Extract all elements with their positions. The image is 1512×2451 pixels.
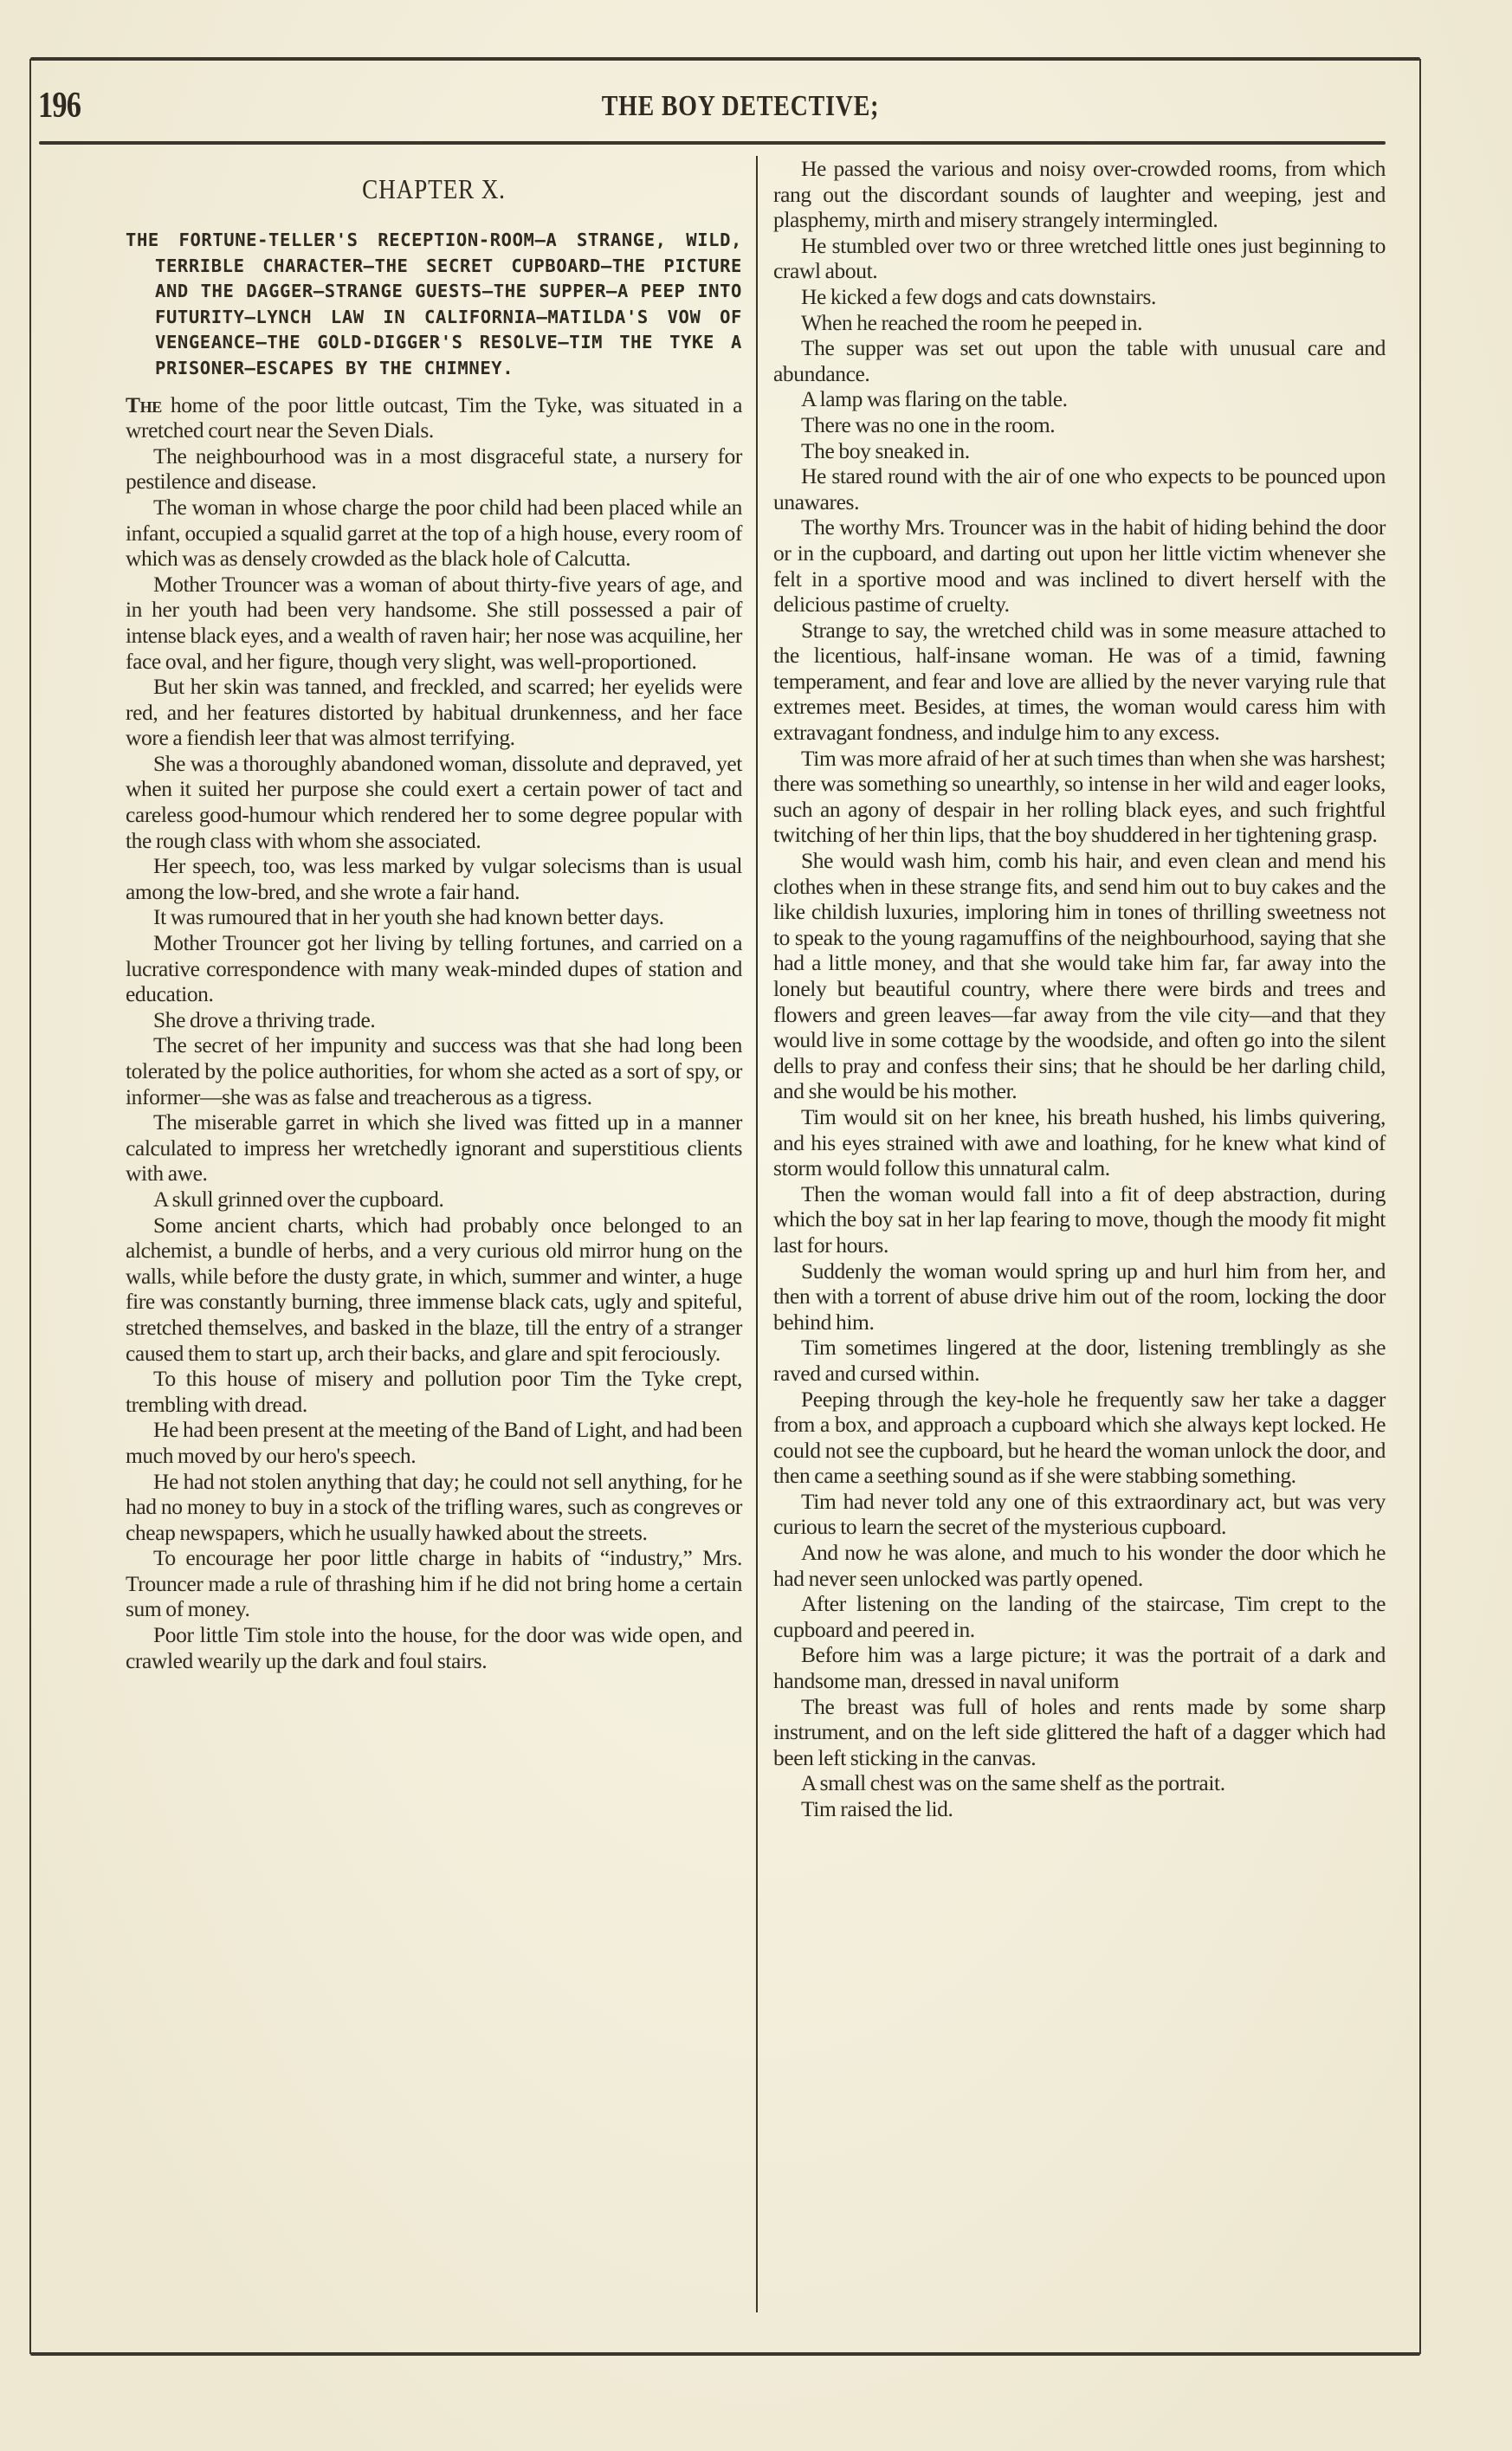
paragraph: Mother Trouncer was a woman of about thirty-five years of age, and in her youth had been very handsome. She still possessed a pair of intense black eyes, and a wealth of raven hair; her nose was acquiline, her face oval, and her figure, though very slight, was well-proportioned. — [126, 571, 742, 674]
paragraph: To this house of misery and pollution poor Tim the Tyke crept, trembling with dread. — [126, 1366, 742, 1417]
header-rule — [39, 141, 1386, 145]
paragraph: He had been present at the meeting of the Band of Light, and had been much moved by our hero's speech. — [126, 1417, 742, 1468]
paragraph: Tim raised the lid. — [801, 1796, 953, 1821]
paragraph: But her skin was tanned, and freckled, and scarred; her eyelids were red, and her features distorted by habitual drunkenness, and her face wore a fiendish leer that was almost terrifying. — [126, 674, 742, 751]
paragraph: The woman in whose charge the poor child had been placed while an infant, occupied a squalid garret at the top of a high house, every room of which was as densely crowded as the black hole of Calcutta. — [126, 494, 742, 572]
column-divider — [756, 156, 758, 2312]
paragraph: She would wash him, comb his hair, and even clean and mend his clothes when in these strange fits, and send him out to buy cakes and the like childish luxuries, imploring him in tones of thrilling sweetness not to speak to the young ragamuffins of the neighbourhood, saying that she had a little money, and that she would take him far, far away into the lonely but beautiful country, where there were birds and trees and flowers and green leaves—far away from the vile city—and that they would live in some cottage by the woodside, and often go into the silent dells to pray and confess their sins; that he should be her darling child, and she would be his mother. — [773, 848, 1386, 1104]
paragraph: Before him was a large picture; it was the portrait of a dark and handsome man, dressed in naval uniform — [773, 1642, 1386, 1694]
bottom-rule — [30, 2352, 1420, 2356]
paragraph: Tim would sit on her knee, his breath hushed, his limbs quivering, and his eyes strained with awe and loathing, for he knew what kind of storm would follow this unnatural calm. — [773, 1103, 1386, 1181]
paragraph: Her speech, too, was less marked by vulgar solecisms than is usual among the low-bred, and she wrote a fair hand. — [126, 853, 742, 904]
paragraph: It was rumoured that in her youth she had known better days. — [153, 904, 664, 930]
left-paragraphs — [126, 443, 742, 1674]
opening-word: The — [126, 391, 162, 417]
top-rule — [30, 57, 1420, 61]
paragraph: Poor little Tim stole into the house, for the door was wide open, and crawled wearily up the dark and foul stairs. — [126, 1622, 742, 1673]
paragraph: Then the woman would fall into a fit of deep abstraction, during which the boy sat in her lap fearing to move, though the moody fit might last for hours. — [773, 1180, 1386, 1258]
paragraph: Tim sometimes lingered at the door, listening tremblingly as she raved and cursed within. — [773, 1335, 1386, 1386]
paragraph: Mother Trouncer got her living by telling fortunes, and carried on a lucrative correspondence with many weak-minded dupes of station and education. — [126, 930, 742, 1007]
paragraph: Tim was more afraid of her at such times than when she was harshest; there was something so unearthly, so intense in her wild and eager looks, such an agony of despair in her rolling black eyes, and such frightful twitching of her thin lips, that the boy shuddered in her tightening grasp. — [773, 745, 1386, 848]
left-border — [29, 59, 31, 2354]
paragraph: A lamp was flaring on the table. — [801, 386, 1068, 412]
paragraph: The supper was set out upon the table with unusual care and abundance. — [773, 335, 1386, 386]
paragraph: Peeping through the key-hole he frequently saw her take a dagger from a box, and approach a cupboard which she always kept locked. He could not see the cupboard, but he heard the woman unlock the door, and then came a seething sound as if she were stabbing something. — [773, 1386, 1386, 1489]
paragraph: Some ancient charts, which had probably once belonged to an alchemist, a bundle of herbs, and a very curious old mirror hung on the walls, while before the dusty grate, in which, summer and winter, a huge fire was constantly burning, three immense black cats, ugly and spiteful, stretched themselves, and basked in the blaze, till the entry of a stranger caused them to start up, arch their backs, and glare and spit ferociously. — [126, 1212, 742, 1366]
right-paragraphs — [773, 156, 1386, 1822]
paragraph: There was no one in the room. — [801, 411, 1056, 437]
paragraph: Tim had never told any one of this extraordinary act, but was very curious to learn the secret of the mysterious cupboard. — [773, 1488, 1386, 1540]
paragraph: The worthy Mrs. Trouncer was in the habit of hiding behind the door or in the cupboard, and darting out upon her little victim whenever she felt in a sportive mood and was inclined to divert herself with the delicious pastime of cruelty. — [773, 514, 1386, 618]
right-column — [773, 156, 1386, 1822]
paragraph: A small chest was on the same shelf as the portrait. — [801, 1770, 1225, 1796]
page-number: 196 — [38, 86, 81, 126]
paragraph: The breast was full of holes and rents made by some sharp instrument, and on the left side glittered the haft of a dagger which had been left sticking in the canvas. — [773, 1693, 1386, 1770]
paragraph: Strange to say, the wretched child was in some measure attached to the licentious, half-insane woman. He was of a timid, fawning temperament, and fear and love are allied by the never varying rule that extremes meet. Besides, at times, the woman would caress him with extravagant fondness, and indulge him to any excess. — [773, 617, 1386, 746]
paragraph: A skull grinned over the cupboard. — [153, 1186, 444, 1212]
paragraph: After listening on the landing of the staircase, Tim crept to the cupboard and peered in. — [773, 1591, 1386, 1642]
paragraph: He stumbled over two or three wretched little ones just beginning to crawl about. — [773, 232, 1386, 284]
paragraph: The neighbourhood was in a most disgraceful state, a nursery for pestilence and disease. — [126, 443, 742, 495]
paragraph: He passed the various and noisy over-crowded rooms, from which rang out the discordant sounds of laughter and weeping, jest and plasphemy, mirth and misery strangely intermingled. — [773, 156, 1386, 233]
paragraph: The boy sneaked in. — [801, 437, 970, 463]
right-border — [1419, 59, 1421, 2354]
paragraph: Suddenly the woman would spring up and hurl him from her, and then with a torrent of abuse drive him out of the room, locking the door behind him. — [773, 1258, 1386, 1335]
paragraph: He stared round with the air of one who expects to be pounced upon unawares. — [773, 463, 1386, 514]
chapter-summary: THE FORTUNE-TELLER'S RECEPTION-ROOM—A STRANGE, WILD, TERRIBLE CHARACTER—THE SECRET CUPBOARD—THE PICTURE AND THE DAGGER—STRANGE GUESTS—THE SUPPER—A PEEP INTO FUTURITY—LYNCH LAW IN CALIFORNIA—MATILDA'S VOW OF VENGEANCE—THE GOLD-DIGGER'S RESOLVE—TIM THE TYKE A PRISONER—ESCAPES BY THE CHIMNEY. — [126, 230, 742, 378]
paragraph: He kicked a few dogs and cats downstairs. — [801, 283, 1156, 309]
paragraph: She was a thoroughly abandoned woman, dissolute and depraved, yet when it suited her purpose she could exert a certain power of tact and careless good-humour which rendered her to some degree popular with the rough class with whom she associated. — [126, 750, 742, 853]
paragraph: The secret of her impunity and success was that she had long been tolerated by the police authorities, for whom she acted as a sort of spy, or informer—she was as false and treacherous as a tigress. — [126, 1032, 742, 1109]
paragraph: The miserable garret in which she lived was fitted up in a manner calculated to impress her wretchedly ignorant and superstitious clients with awe. — [126, 1109, 742, 1187]
running-title: THE BOY DETECTIVE; — [601, 90, 880, 122]
paragraph: He had not stolen anything that day; he could not sell anything, for he had no money to buy in a stock of the trifling wares, such as congreves or cheap newspapers, which he usually hawked about the streets. — [126, 1468, 742, 1545]
opening-paragraph — [126, 392, 742, 443]
opening-paragraph-text: home of the poor little outcast, Tim the Tyke, was situated in a wretched court near the Seven Dials. — [126, 391, 742, 443]
paragraph: She drove a thriving trade. — [153, 1006, 376, 1032]
chapter-title: CHAPTER X. — [362, 173, 506, 204]
left-column — [126, 156, 742, 1673]
paragraph: To encourage her poor little charge in habits of “industry,” Mrs. Trouncer made a rule of thrashing him if he did not bring home a certain sum of money. — [126, 1545, 742, 1622]
paragraph: When he reached the room he peeped in. — [801, 309, 1143, 335]
paragraph: And now he was alone, and much to his wonder the door which he had never seen unlocked was partly opened. — [773, 1540, 1386, 1591]
